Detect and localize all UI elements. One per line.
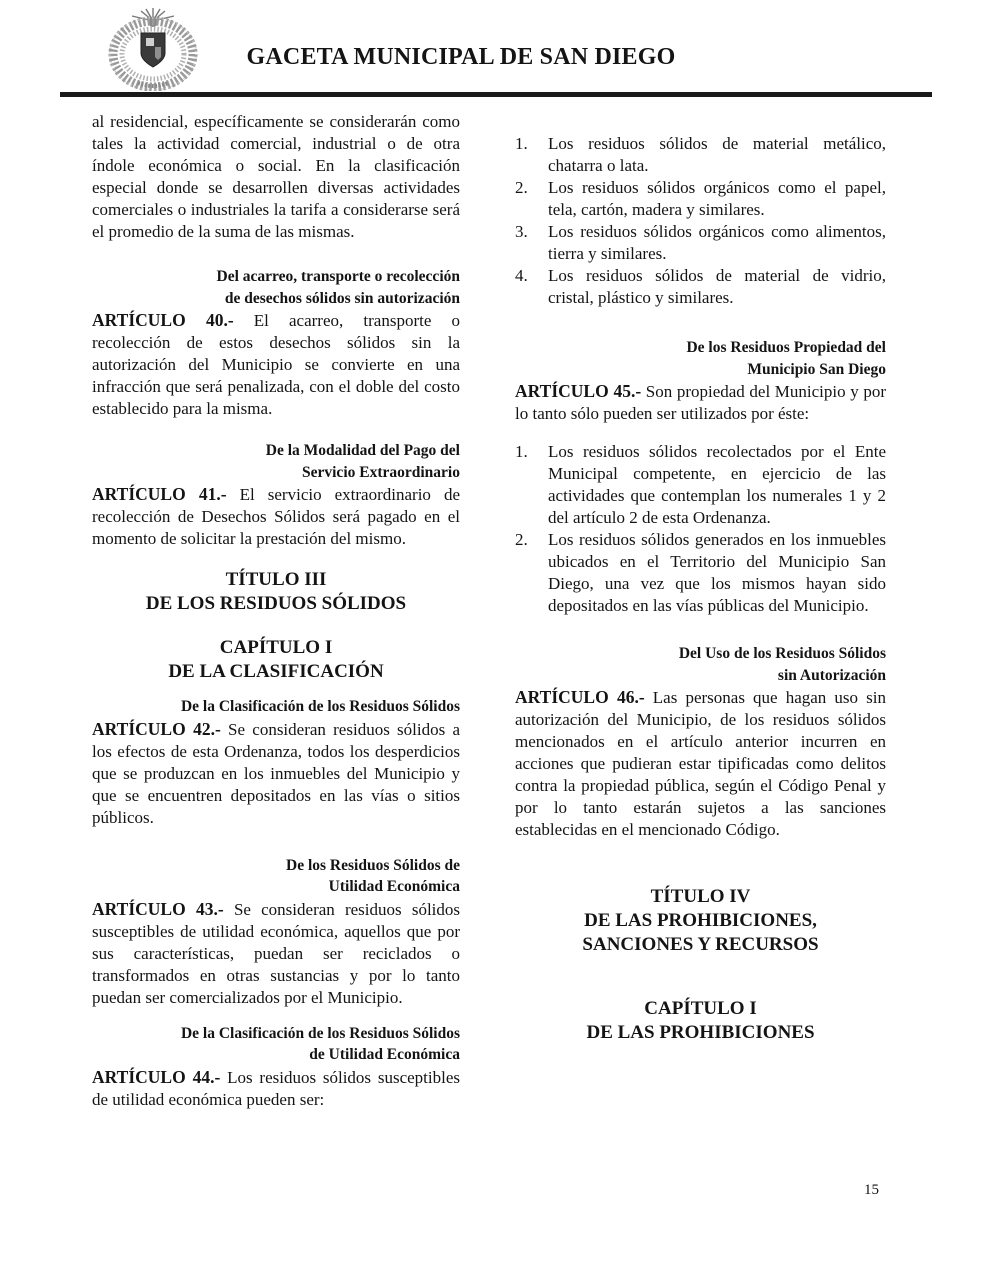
article-46-text: Las personas que hagan uso sin autorización del Municipio, de los residuos sólidos mencionados en el artículo anterior incurren en acciones que pudieran estar tipificadas como delitos contra la propiedad pública, según el Código Penal y por lo tanto estarán sujetos a las sanciones establecidas en el mencionado Código. [515,688,887,839]
article-40-text: El acarreo, transporte o recolección de estos desechos sólidos sin la autorización del Municipio se convierte en una infracción que será penalizada, con el doble del costo establecido para la misma. [92,311,460,418]
capitulo-i-prohibiciones-heading: CAPÍTULO I DE LAS PROHIBICIONES [586,998,815,1043]
article-46 [515,686,886,841]
heading-uso-sin-autorizacion: Del Uso de los Residuos Sólidos sin Autorización [678,645,886,684]
municipal-seal-icon [94,7,212,91]
page-header [60,0,932,97]
article-41 [92,483,460,550]
article-43-label: ARTÍCULO 43.- [92,898,224,919]
right-column [515,111,886,1111]
list-number: 1. [515,134,528,153]
article-42 [92,718,460,829]
list-item: 2. Los residuos sólidos orgánicos como el papel, tela, cartón, madera y similares. [515,178,886,219]
list-item: 1. Los residuos sólidos recolectados por el Ente Municipal competente, en ejercicio de las actividades que contemplan los numerales 1 y 2 del artículo 2 de esta Ordenanza. [515,442,886,527]
article-43 [92,898,460,1009]
heading-clasificacion-utilidad-economica: De la Clasificación de los Residuos Sólidos de Utilidad Económica [180,1024,460,1063]
list-item: 1. Los residuos sólidos de material metálico, chatarra o lata. [515,134,886,175]
article-45-label: ARTÍCULO 45.- [515,381,642,401]
list-item: 3. Los residuos sólidos orgánicos como alimentos, tierra y similares. [515,222,886,263]
list-number: 1. [515,442,528,461]
article-46-label: ARTÍCULO 46.- [515,687,645,707]
article-42-label: ARTÍCULO 42.- [92,718,221,739]
gazette-title: GACETA MUNICIPAL DE SAN DIEGO [246,44,676,70]
list-number: 2. [515,530,528,549]
titulo-iv-heading: TÍTULO IV DE LAS PROHIBICIONES, SANCIONES Y RECURSOS [582,886,819,955]
left-column [92,111,460,1111]
article-45 [515,380,886,425]
heading-residuos-propiedad-municipio: De los Residuos Propiedad del Municipio San Diego [686,339,886,378]
list-item: 2. Los residuos sólidos generados en los inmuebles ubicados en el Territorio del Municipio San Diego, una vez que los mismos hayan sido depositados en las vías públicas del Municipio. [515,530,886,615]
article-43-text: Se consideran residuos sólidos susceptibles de utilidad económica, aquellos que por sus características, puedan ser reciclados o transformados en otras sustancias y por lo tanto puedan ser comercializados por el Municipio. [92,899,461,1007]
capitulo-i-clasificacion-heading: CAPÍTULO I DE LA CLASIFICACIÓN [168,637,384,682]
article-44 [92,1066,460,1111]
page-number: 15 [864,1182,879,1198]
article-45-list [515,441,886,617]
list-number: 3. [515,222,528,241]
titulo-iii-heading: TÍTULO III DE LOS RESIDUOS SÓLIDOS [145,569,407,614]
article-41-text: El servicio extraordinario de recolección de Desechos Sólidos será pagado en el momento de solicitar la prestación del mismo. [92,485,461,548]
heading-clasificacion-residuos: De la Clasificación de los Residuos Sólidos [180,698,460,715]
article-41-label: ARTÍCULO 41.- [92,484,227,504]
list-number: 4. [515,266,528,285]
paragraph-tariff-classification: al residencial, específicamente se considerarán como tales la actividad comercial, industrial o de otra índole económica o social. En la clasificación especial donde se desarrollen diversas actividades comerciales o industriales la tarifa a considerarse será el promedio de la suma de las mismas. [92,112,460,241]
heading-residuos-utilidad-economica: De los Residuos Sólidos de Utilidad Económica [286,856,460,895]
article-44-text: Los residuos sólidos susceptibles de utilidad económica pueden ser: [92,1067,460,1109]
list-number: 2. [515,178,528,197]
heading-modalidad-pago: De la Modalidad del Pago del Servicio Extraordinario [265,442,460,481]
article-40 [92,309,460,420]
article-40-label: ARTÍCULO 40.- [92,310,234,330]
article-44-list [515,133,886,309]
article-44-label: ARTÍCULO 44.- [92,1066,221,1087]
list-item: 4. Los residuos sólidos de material de vidrio, cristal, plástico y similares. [515,266,886,307]
article-45-text: Son propiedad del Municipio y por lo tanto sólo pueden ser utilizados por éste: [515,382,886,423]
two-column-body [0,97,990,1111]
article-42-text: Se consideran residuos sólidos a los efectos de esta Ordenanza, todos los desperdicios que se produzcan en los inmuebles del Municipio y que se encuentren depositados en las vías o sitios públicos. [92,719,461,827]
heading-acarreo-transporte: Del acarreo, transporte o recolección de desechos sólidos sin autorización [216,268,460,307]
